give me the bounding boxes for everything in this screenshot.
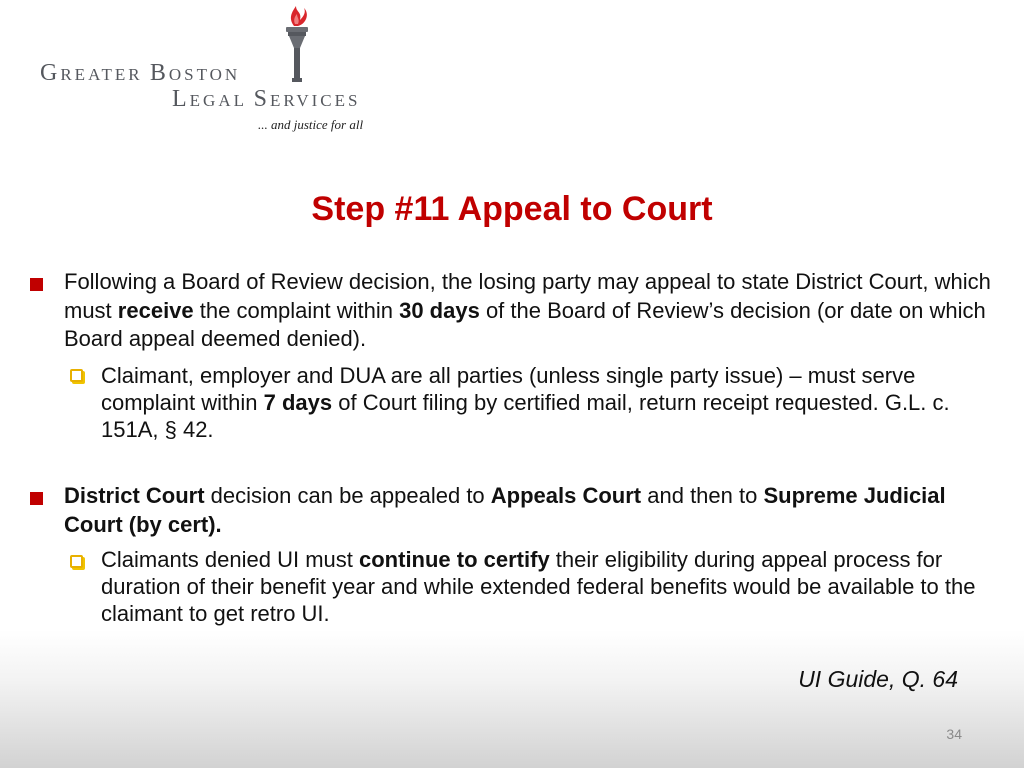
citation: UI Guide, Q. 64: [798, 666, 958, 692]
slide-title: Step #11 Appeal to Court: [311, 190, 713, 228]
logo-tagline: ... and justice for all: [258, 117, 364, 132]
square-bullet-icon: [30, 492, 43, 505]
logo: [40, 4, 400, 134]
square-bullet-icon: [30, 278, 43, 291]
bullet-1-text: Following a Board of Review decision, the losing party may appeal to state District Court, which must receive the complaint within 30 days of the Board of Review’s decision (or date on which Board appeal deemed denied).: [64, 269, 991, 351]
logo-line-greater-boston: GREATER BOSTON: [40, 60, 241, 86]
logo-line-legal-services: LEGAL SERVICES: [172, 86, 361, 112]
checkbox-bullet-icon: [70, 555, 83, 568]
bullet-2-text: District Court decision can be appealed to Appeals Court and then to Supreme Judicial Court (by cert).: [64, 483, 946, 537]
torch-icon: [280, 4, 312, 84]
page-number: 34: [946, 726, 962, 742]
checkbox-bullet-icon: [70, 369, 83, 382]
bullet-1-sub-text: Claimant, employer and DUA are all parties (unless single party issue) – must serve complaint within 7 days of Court filing by certified mail, return receipt requested. G.L. c. 151A, § 42.: [101, 363, 950, 442]
bullet-2-sub-text: Claimants denied UI must continue to certify their eligibility during appeal process for duration of their benefit year and while extended federal benefits would be available to the claimant to get retro UI.: [101, 547, 976, 626]
